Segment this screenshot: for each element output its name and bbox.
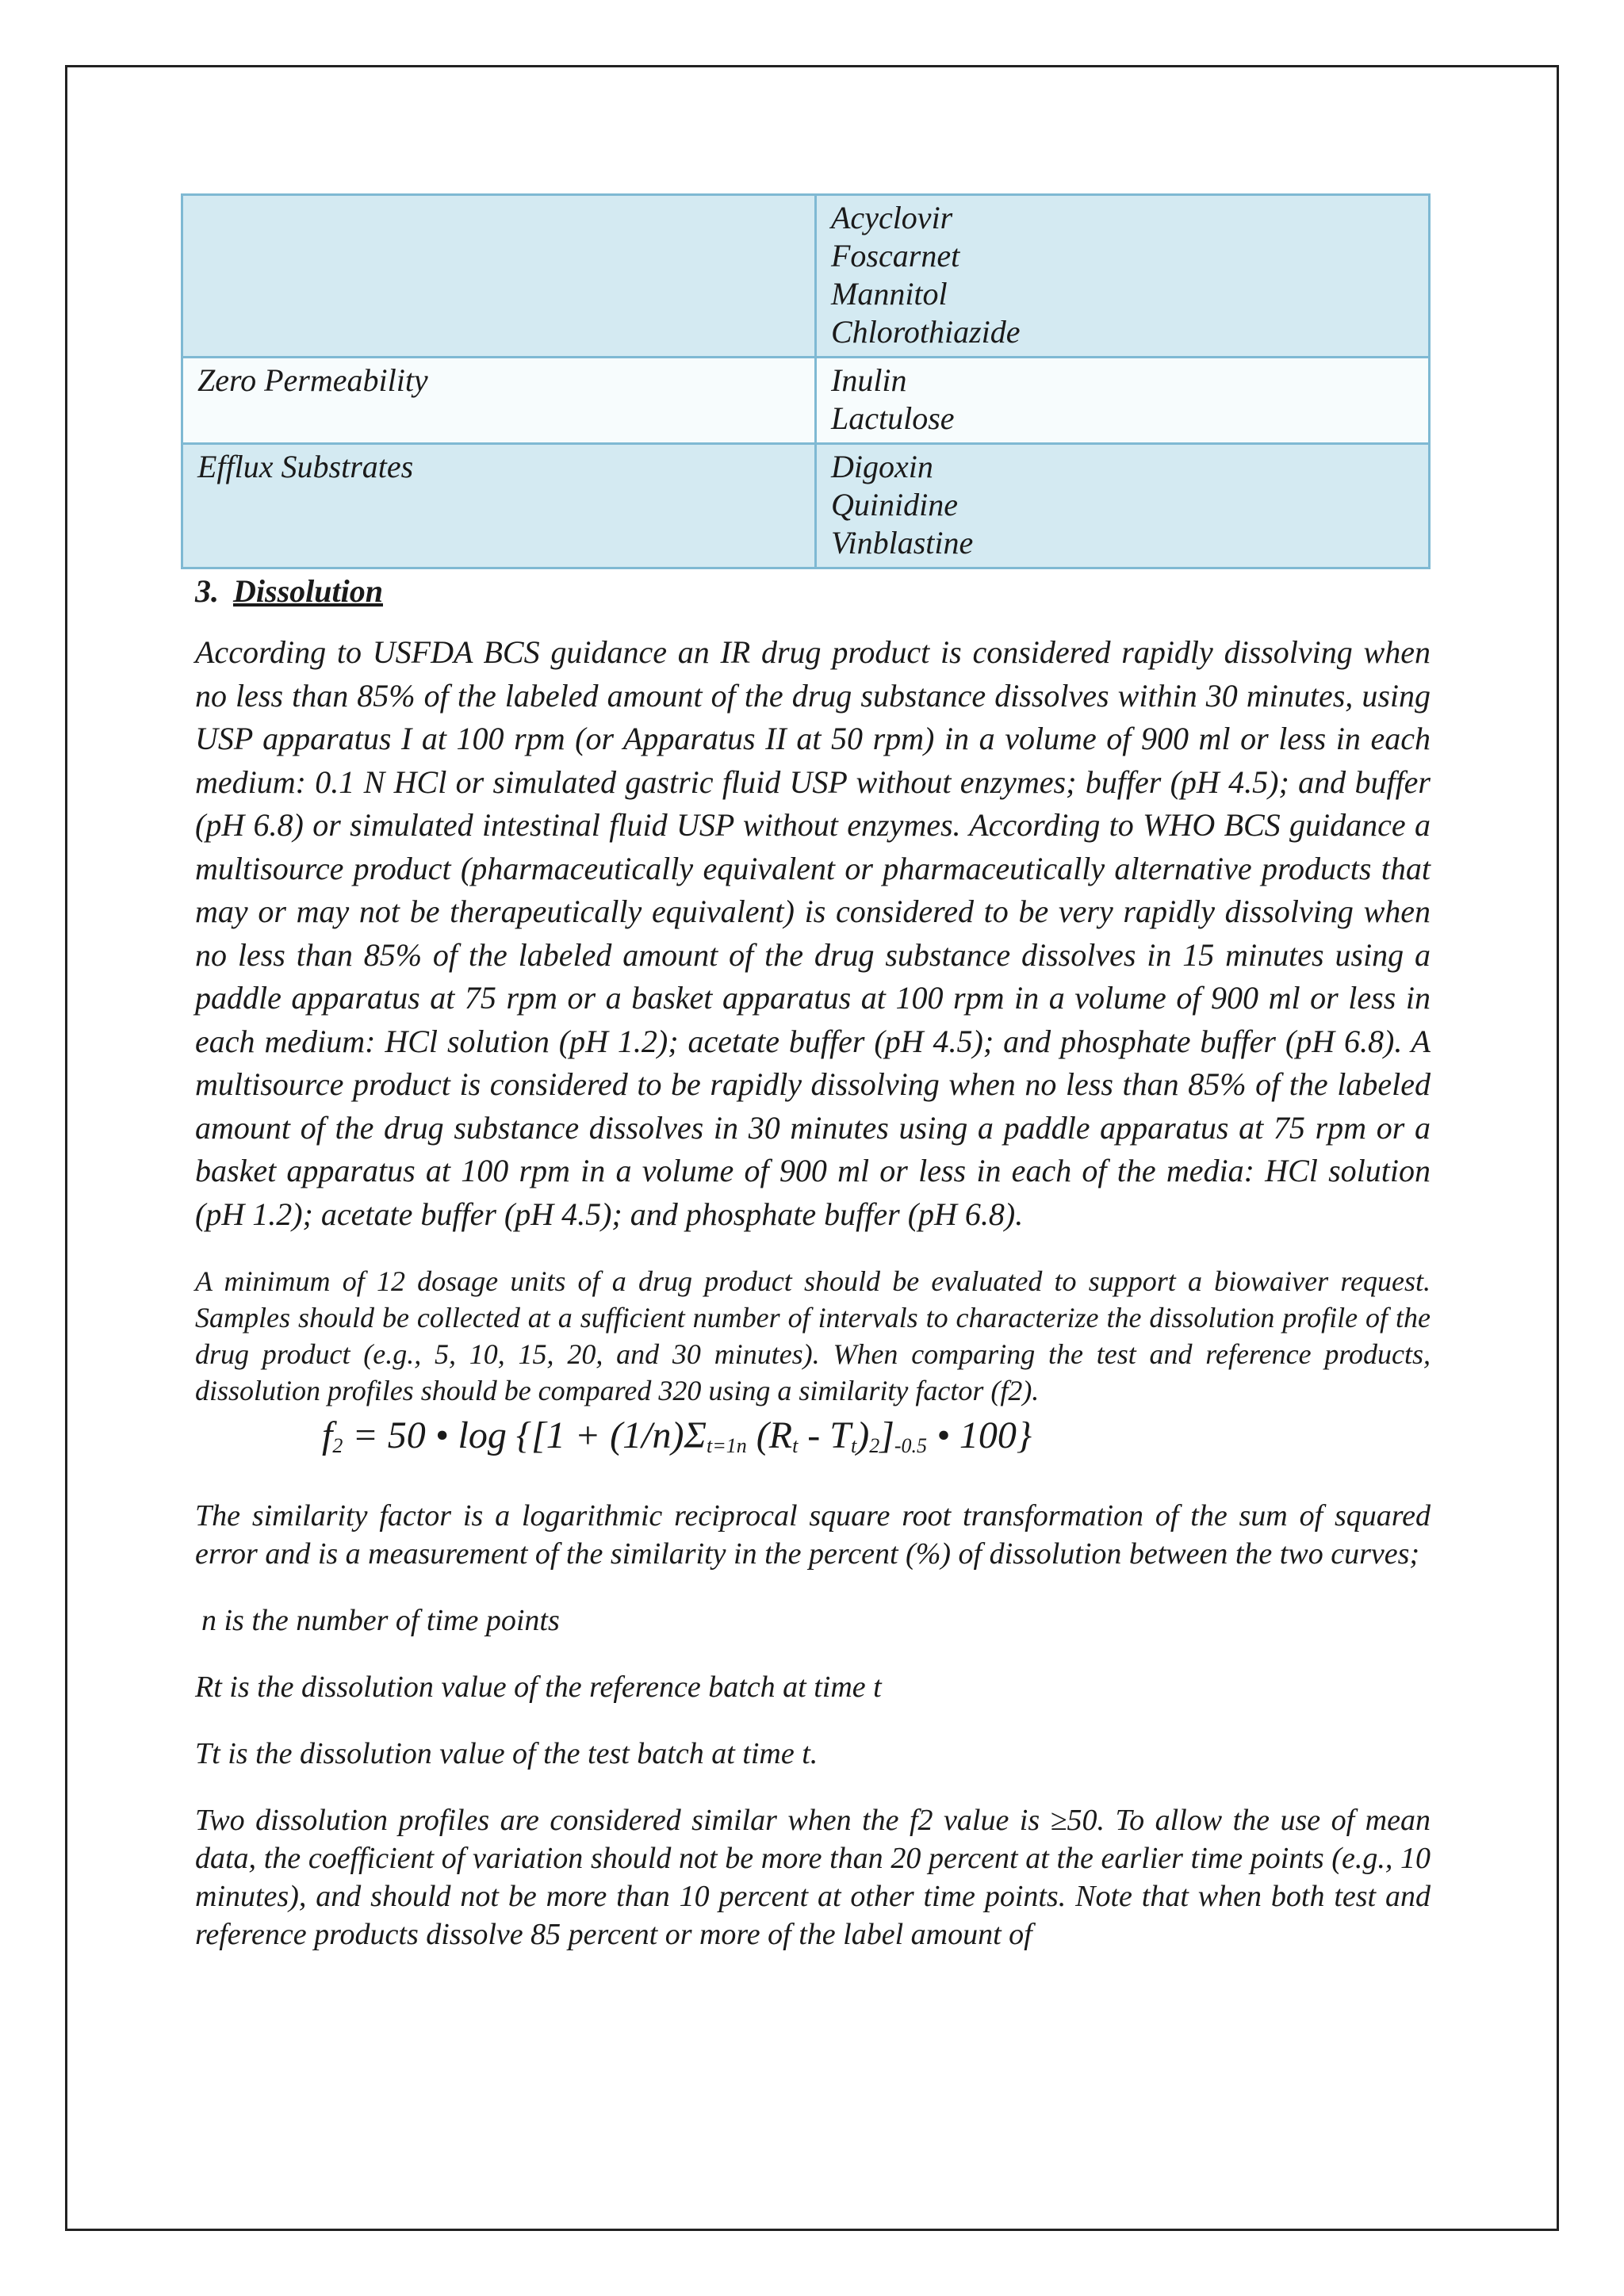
paragraph-biowaiver: A minimum of 12 dosage units of a drug product should be evaluated to support a biowaiver request. Samples should be collected at a sufficient number of intervals to characterize the dissolution profile of the drug product (e.g., 5, 10, 15, 20, and 30 minutes). When comparing the test and reference products, dissolution profiles should be compared 320 using a similarity factor (f2).: [195, 1265, 1431, 1406]
formula-part: ): [856, 1414, 870, 1456]
formula-f: f: [322, 1414, 333, 1456]
drug-name: Lactulose: [831, 400, 955, 436]
table-cell-drugs: [816, 358, 1430, 444]
table-cell-label: [182, 195, 816, 358]
section-number: 3.: [195, 573, 219, 609]
permeability-table: [181, 193, 1431, 569]
formula-sigma-sub: t=1n: [706, 1434, 747, 1457]
formula-part: = 50 • log {[1 + (1/n)Σ: [343, 1414, 707, 1456]
paragraph-similarity: The similarity factor is a logarithmic reciprocal square root transformation of the sum of squared error and is a measurement of the similarity in the percent (%) of dissolution between the two curves;: [195, 1499, 1431, 1571]
drug-name: Foscarnet: [831, 238, 960, 274]
table-row: [182, 358, 1430, 444]
paragraph-guidance: According to USFDA BCS guidance an IR drug product is considered rapidly dissolving when no less than 85% of the labeled amount of the drug substance dissolves within 30 minutes, using USP apparatus I at 100 rpm (or Apparatus II at 50 rpm) in a volume of 900 ml or less in each medium: 0.1 N HCl or simulated gastric fluid USP without enzymes; buffer (pH 4.5); and buffer (pH 6.8) or simulated intestinal fluid USP without enzymes. According to WHO BCS guidance a multisource product (pharmaceutically equivalent or pharmaceutically alternative products that may or may not be therapeutically equivalent) is considered to be very rapidly dissolving when no less than 85% of the labeled amount of the drug substance dissolves in 15 minutes using a paddle apparatus at 75 rpm or a basket apparatus at 100 rpm in a volume of 900 ml or less in each medium: HCl solution (pH 1.2); acetate buffer (pH 4.5); and phosphate buffer (pH 6.8). A multisource product is considered to be rapidly dissolving when no less than 85% of the labeled amount of the drug substance dissolves in 30 minutes using a paddle apparatus at 75 rpm or a basket apparatus at 100 rpm in a volume of 900 ml or less in each of the media: HCl solution (pH 1.2); acetate buffer (pH 4.5); and phosphate buffer (pH 6.8).: [195, 634, 1431, 1232]
definition-tt: Tt is the dissolution value of the test batch at time t.: [195, 1737, 818, 1770]
drug-name: Inulin: [831, 362, 907, 398]
formula-part: - T: [798, 1414, 851, 1456]
formula-f-sub: 2: [332, 1434, 343, 1457]
drug-name: Vinblastine: [831, 525, 974, 561]
drug-name: Mannitol: [831, 276, 948, 312]
table-cell-label: Efflux Substrates: [182, 444, 816, 568]
f2-formula: [322, 1412, 1431, 1470]
formula-r-sub: t: [792, 1434, 799, 1457]
section-heading: [195, 571, 1431, 612]
drug-name: Acyclovir: [831, 200, 953, 235]
formula-exponent: -0.5: [894, 1434, 928, 1457]
section-title: Dissolution: [233, 573, 383, 609]
definition-rt: Rt is the dissolution value of the reference batch at time t: [195, 1670, 882, 1704]
formula-square: 2: [869, 1434, 880, 1457]
paragraph-conclusion: Two dissolution profiles are considered similar when the f2 value is ≥50. To allow the use of mean data, the coefficient of variation should not be more than 20 percent at the earlier time points (e.g., 10 minutes), and should not be more than 10 percent at other time points. Note that when both test and reference products dissolve 85 percent or more of the label amount of: [195, 1804, 1431, 1951]
drug-name: Digoxin: [831, 449, 933, 484]
formula-part: ]: [879, 1414, 894, 1456]
definition-n: n is the number of time points: [201, 1604, 560, 1637]
drug-name: Quinidine: [831, 487, 958, 522]
table-cell-label: Zero Permeability: [182, 358, 816, 444]
table-cell-drugs: [816, 444, 1430, 568]
formula-part: (R: [746, 1414, 793, 1456]
formula-part: • 100}: [927, 1414, 1032, 1456]
drug-name: Chlorothiazide: [831, 314, 1021, 350]
table-row: [182, 444, 1430, 568]
table-row: [182, 195, 1430, 358]
table-cell-drugs: [816, 195, 1430, 358]
page-content: [195, 193, 1431, 1954]
formula-t-sub: t: [850, 1434, 857, 1457]
